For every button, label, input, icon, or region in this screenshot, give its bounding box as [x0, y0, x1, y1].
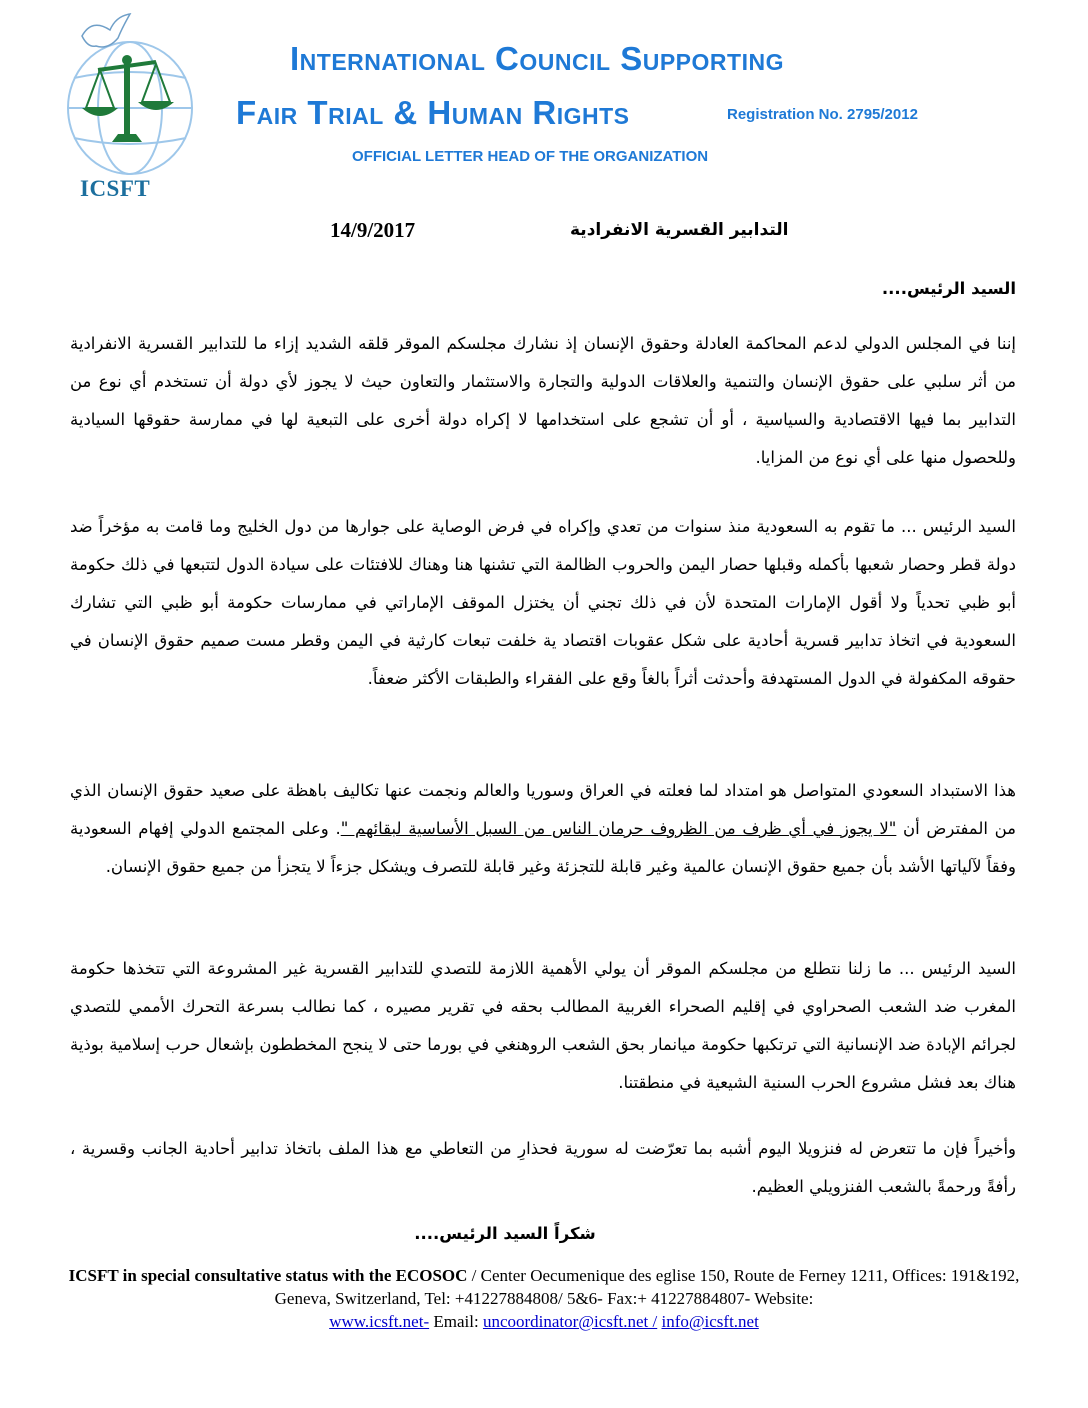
closing-thanks: شكراً السيد الرئيس....	[414, 1224, 596, 1243]
email-link-coordinator[interactable]: uncoordinator@icsft.net /	[482, 1312, 658, 1331]
footer-address: / Center Oecumenique des eglise 150, Route de Ferney 1211, Offices: 191&192, Geneva, Switzerland, Tel: +41227884808/ 5&6- Fax:+ 41227884807- Website:	[274, 1266, 1020, 1308]
logo-text: ICSFT	[80, 176, 151, 201]
salutation: السيد الرئيس....	[881, 279, 1016, 298]
paragraph-1: إننا في المجلس الدولي لدعم المحاكمة العادلة وحقوق الإنسان إذ نشارك مجلسكم الموقر قلقه الشديد إزاء ما للتدابير القسرية الانفرادية من أثر سلبي على حقوق الإنسان والتنمية والعلاقات الدولية والتجارة والاستثمار والتعاون حيث لا يجوز لأي دولة أن تستخدم أي نوع من التدابير بما فيها الاقتصادية والسياسية ، أو أن تشجع على استخدامها لا إكراه دولة أخرى على التبعية لها في ممارسة حقوقها السيادية وللحصول منها على أي نوع من المزايا.	[70, 334, 1016, 467]
consultative-status: ICSFT in special consultative status with the ECOSOC	[68, 1266, 468, 1285]
paragraph-3-text: هذا الاستبداد السعودي المتواصل هو امتداد لما فعلته في العراق وسوريا والعالم ونجمت عنها تكاليف باهظة على صعيد حقوق الإنسان الذي من المفترض أن	[70, 781, 1017, 838]
registration-number: Registration No. 2795/2012	[727, 106, 918, 123]
letter-subject: التدابير القسرية الانفرادية	[570, 220, 789, 240]
paragraph-5: وأخيراً فإن ما تتعرض له فنزويلا اليوم أشبه بما تعرّضت له سورية فحذارِ من التعاطي مع هذا الملف باتخاذ تدابير أحادية الجانب وقسرية ، رأفةً ورحمةً بالشعب الفنزويلي العظيم.	[70, 1139, 1016, 1196]
organization-name-line2: Fair Trial & Human Rights	[236, 94, 630, 131]
paragraph-4: السيد الرئيس ... ما زلنا نتطلع من مجلسكم الموقر أن يولي الأهمية اللازمة للتصدي للتدابير القسرية غير المشروعة التي تتخذها حكومة المغرب ضد الشعب الصحراوي في إقليم الصحراء الغربية المطالب بحقه في تقرير مصيره ، كما نطالب بسرعة التحرك الأممي للتصدي لجرائم الإبادة ضد الإنسانية التي ترتكبها حكومة ميانمار بحق الشعب الروهنغي في بورما حتى لا ينجح المخططون بإشعال حرب إسلامية بوذية هناك بعد فشل مشروع الحرب السنية الشيعية في منطقتنا.	[70, 959, 1016, 1092]
letterhead-subtitle: OFFICIAL LETTER HEAD OF THE ORGANIZATION	[352, 148, 709, 165]
quoted-principle: "لا يجوز في أي ظرف من الظروف حرمان الناس من السبل الأساسية لبقائهم "	[340, 819, 897, 838]
email-link-info[interactable]: info@icsft.net	[661, 1312, 759, 1331]
organization-name-line1: International Council Supporting	[290, 40, 784, 77]
paragraph-3-tail: . وعلى المجتمع الدولي إفهام السعودية وفقاً لآلياتها الأشد بأن جميع حقوق الإنسان عالمية وغير قابلة للتجزئة وغير قابلة للتصرف ويشكل جزءاً لا يتجزأ من جميع حقوق الإنسان.	[70, 819, 1016, 876]
paragraph-3	[70, 772, 1016, 886]
website-link[interactable]: www.icsft.net-	[329, 1312, 430, 1331]
letter-date: 14/9/2017	[330, 218, 416, 242]
email-label: Email:	[429, 1312, 483, 1331]
footer	[60, 1264, 1028, 1333]
paragraph-2: السيد الرئيس ... ما تقوم به السعودية منذ سنوات من تعدي وإكراه في فرض الوصاية على جوارها من دول الخليج وما قامت به مؤخراً ضد دولة قطر وحصار شعبها بأكمله وقبلها حصار اليمن والحروب الظالمة التي تشنها هنا وهناك للافتئات على سيادة الدول لتتبعها في ذلك حكومة أبو ظبي تحدياً ولا أقول الإمارات المتحدة لأن في ذلك تجني أن يختزل الموقف الإماراتي في ممارسات حكومة أبو ظبي التي تشارك السعودية في اتخاذ تدابير قسرية أحادية على شكل عقوبات اقتصاد ية خلفت تبعات كارثية في اليمن وقطر مست صميم حقوق الإنسان في حقوقه المكفولة في الدول المستهدفة وأحدثت أثراً بالغاً وقع على الفقراء والطبقات الأكثر ضعفاً.	[70, 517, 1016, 688]
